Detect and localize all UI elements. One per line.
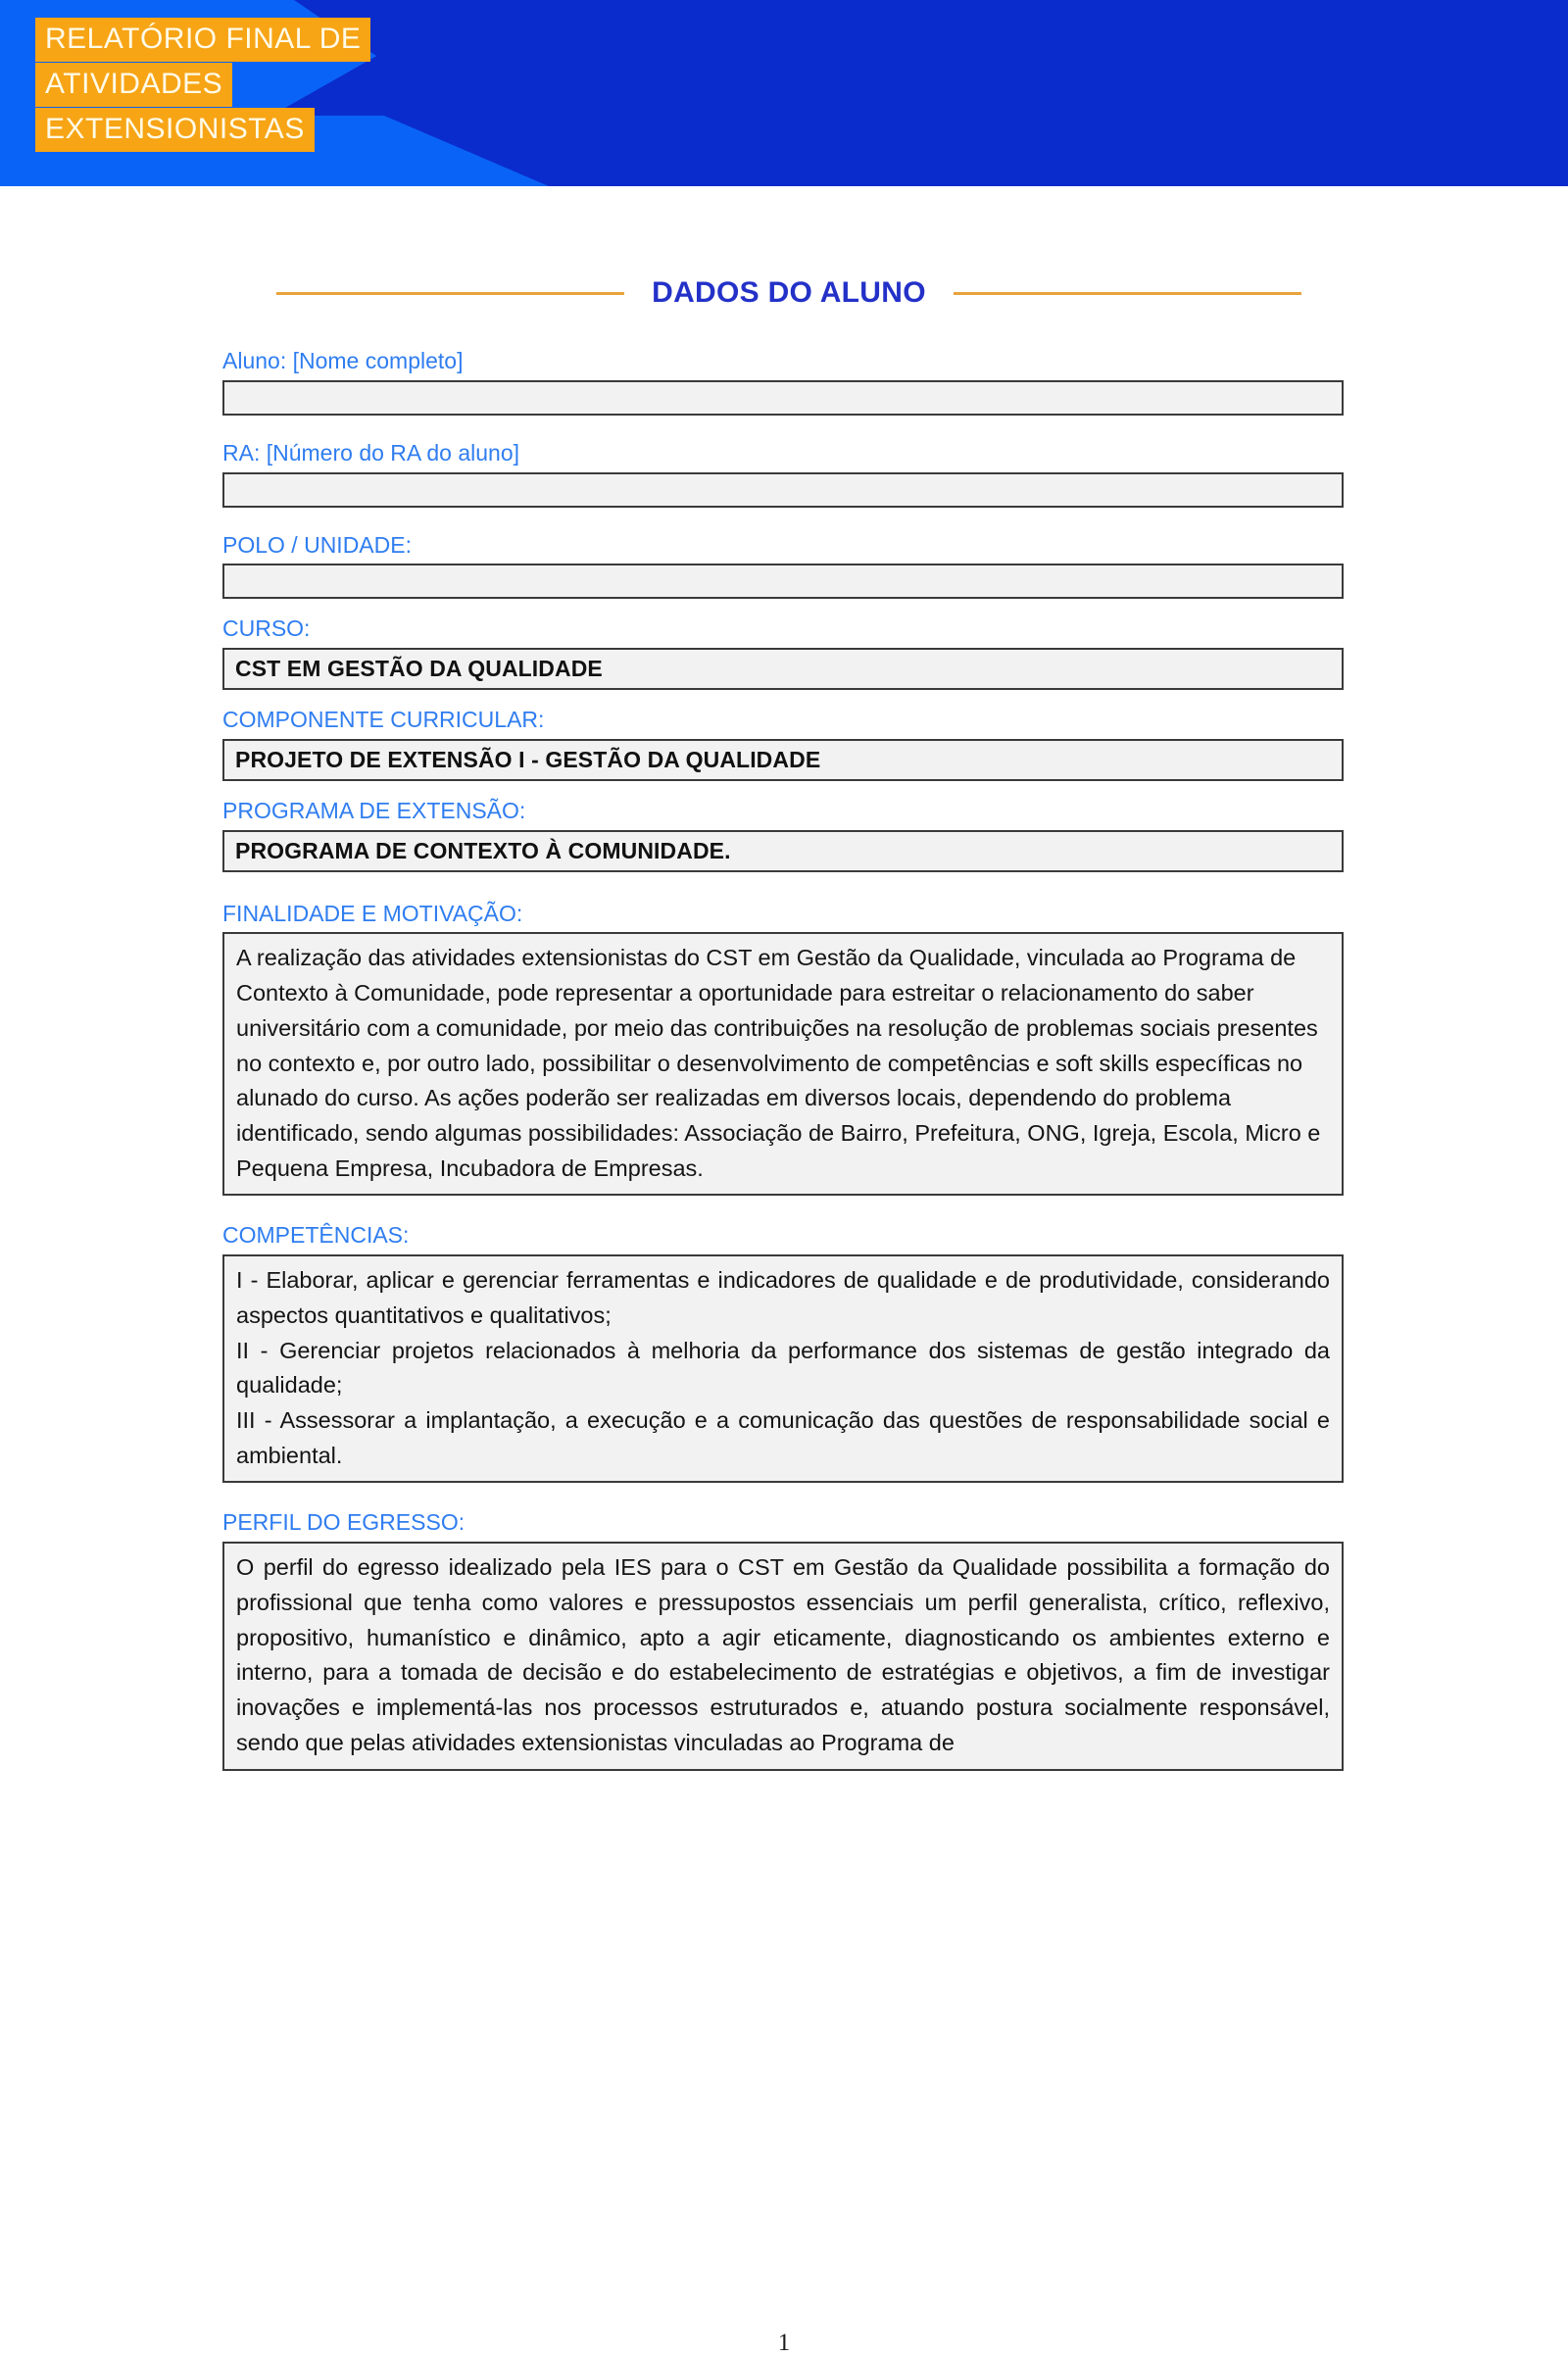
field-input-aluno[interactable] [222, 380, 1344, 416]
field-programa-extensao [222, 797, 1344, 872]
field-value-finalidade-motivacao: A realização das atividades extensionistas do CST em Gestão da Qualidade, vinculada ao Programa de Contexto à Comunidade, pode representar a oportunidade para estreitar o relacionamento do saber universitário com a comunidade, por meio das contribuições na resolução de problemas sociais presentes no contexto e, por outro lado, possibilitar o desenvolvimento de competências e soft skills específicas no alunado do curso. As ações poderão ser realizadas em diversos locais, dependendo do problema identificado, sendo algumas possibilidades: Associação de Bairro, Prefeitura, ONG, Igreja, Escola, Micro e Pequena Empresa, Incubadora de Empresas. [236, 945, 1321, 1181]
field-input-ra[interactable] [222, 472, 1344, 508]
field-input-finalidade-motivacao[interactable] [222, 932, 1344, 1196]
field-input-curso[interactable] [222, 648, 1344, 690]
field-label-programa-extensao: PROGRAMA DE EXTENSÃO: [222, 797, 526, 823]
field-value-curso: CST EM GESTÃO DA QUALIDADE [235, 656, 603, 681]
field-perfil-egresso [222, 1508, 1344, 1770]
field-value-competencias-iii: III - Assessorar a implantação, a execução e a comunicação das questões de responsabilidade social e ambiental. [236, 1407, 1330, 1468]
field-label-curso: CURSO: [222, 615, 311, 642]
field-label-competencias: COMPETÊNCIAS: [222, 1222, 410, 1249]
field-input-programa-extensao[interactable] [222, 830, 1344, 872]
section-rule-left [276, 292, 624, 295]
header-banner [0, 0, 1568, 186]
page-footer [0, 2330, 1568, 2357]
field-label-polo-unidade: POLO / UNIDADE: [222, 531, 412, 558]
banner-title-line-3: EXTENSIONISTAS [35, 108, 315, 152]
field-curso [222, 614, 1344, 690]
field-input-polo-unidade[interactable] [222, 564, 1344, 599]
banner-title-line-1: RELATÓRIO FINAL DE [35, 18, 370, 62]
section-header-dados-do-aluno [244, 276, 1334, 310]
field-label-perfil-egresso: PERFIL DO EGRESSO: [222, 1509, 466, 1536]
field-value-competencias-ii: II - Gerenciar projetos relacionados à melhoria da performance dos sistemas de gestão integrado da qualidade; [236, 1337, 1330, 1399]
section-title-text: DADOS DO ALUNO [652, 276, 926, 309]
field-value-componente-curricular: PROJETO DE EXTENSÃO I - GESTÃO DA QUALIDADE [235, 746, 821, 772]
field-input-componente-curricular[interactable] [222, 739, 1344, 781]
document-content [222, 276, 1344, 1771]
field-finalidade-motivacao [222, 900, 1344, 1197]
page-number: 1 [777, 2330, 791, 2356]
field-ra [222, 439, 1344, 508]
field-componente-curricular [222, 706, 1344, 781]
section-rule-right [954, 292, 1301, 295]
field-value-competencias-i: I - Elaborar, aplicar e gerenciar ferramentas e indicadores de qualidade e de produtividade, considerando aspectos quantitativos e qualitativos; [236, 1267, 1330, 1328]
field-aluno [222, 347, 1344, 416]
document-page [0, 276, 1568, 2356]
field-input-competencias[interactable] [222, 1254, 1344, 1483]
field-label-aluno: Aluno: [Nome completo] [222, 348, 464, 373]
field-polo-unidade [222, 531, 1344, 600]
banner-title-line-2: ATIVIDADES [35, 63, 232, 107]
banner-title [35, 18, 506, 153]
field-value-programa-extensao: PROGRAMA DE CONTEXTO À COMUNIDADE. [235, 837, 731, 863]
field-label-componente-curricular: COMPONENTE CURRICULAR: [222, 707, 545, 733]
field-label-ra: RA: [Número do RA do aluno] [222, 439, 519, 466]
field-label-finalidade-motivacao: FINALIDADE E MOTIVAÇÃO: [222, 900, 523, 926]
field-input-perfil-egresso[interactable] [222, 1542, 1344, 1770]
field-value-perfil-egresso: O perfil do egresso idealizado pela IES para o CST em Gestão da Qualidade possibilita a formação do profissional que tenha como valores e pressupostos essenciais um perfil generalista, crítico, reflexivo, propositivo, humanístico e dinâmico, apto a agir eticamente, diagnosticando os ambientes externo e interno, para a tomada de decisão e do estabelecimento de estratégias e objetivos, a fim de investigar inovações e implementá-las nos processos estruturados e, atuando postura socialmente responsável, sendo que pelas atividades extensionistas vinculadas ao Programa de [236, 1554, 1330, 1755]
field-competencias [222, 1221, 1344, 1483]
